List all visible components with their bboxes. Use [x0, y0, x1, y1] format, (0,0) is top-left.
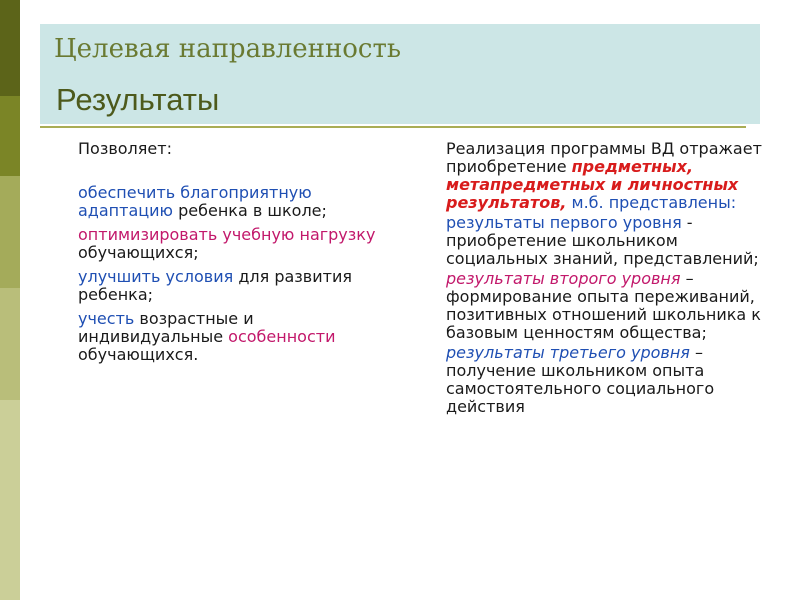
list-item	[46, 310, 386, 364]
side-bar-segment-1	[0, 0, 20, 96]
level-text: - приобретение школьником социальных знаний, представлений;	[446, 213, 759, 268]
level-text: – формирование опыта переживаний, позитивных отношений школьника к базовым ценностям общества;	[446, 269, 761, 342]
side-bar-segment-3	[0, 176, 20, 288]
item-text: для развития ребенка;	[78, 267, 352, 304]
title-divider	[40, 126, 746, 128]
slide-heading: Целевая направленность	[54, 34, 402, 64]
level-label: результаты второго уровня	[446, 269, 681, 288]
list-item	[46, 226, 386, 262]
side-bar-segment-5	[0, 400, 20, 600]
left-column	[46, 140, 386, 370]
title-box	[40, 24, 760, 124]
level-text: – получение школьником опыта самостоятельного социального действия	[446, 343, 715, 416]
right-column	[414, 140, 764, 418]
level-label: результаты первого уровня	[446, 213, 682, 232]
intro-text: Позволяет:	[78, 139, 172, 158]
list-item	[46, 268, 386, 304]
highlight-text: особенности	[228, 327, 336, 346]
highlight-text: обеспечить благоприятную адаптацию	[78, 183, 312, 220]
slide-title: Результаты	[56, 82, 220, 117]
highlight-text: учесть	[78, 309, 135, 328]
side-bar-segment-2	[0, 96, 20, 176]
list-item	[414, 270, 764, 342]
list-item	[414, 214, 764, 268]
intro-text: Реализация программы ВД отражает приобретение	[446, 139, 762, 176]
item-text: возрастные и индивидуальные	[78, 309, 254, 346]
results-emphasis: предметных, метапредметных и личностных результатов,	[446, 157, 739, 212]
level-label: результаты третьего уровня	[446, 343, 690, 362]
intro-tail: м.б. представлены:	[566, 193, 737, 212]
highlight-text: улучшить условия	[78, 267, 234, 286]
highlight-text: оптимизировать учебную нагрузку	[78, 225, 376, 244]
list-item	[414, 344, 764, 416]
side-bar-segment-4	[0, 288, 20, 400]
list-item	[46, 140, 386, 158]
item-text: обучающихся.	[78, 345, 199, 364]
item-text: обучающихся;	[78, 243, 199, 262]
list-item	[46, 184, 386, 220]
list-item	[414, 140, 764, 212]
item-text: ребенка в школе;	[173, 201, 327, 220]
